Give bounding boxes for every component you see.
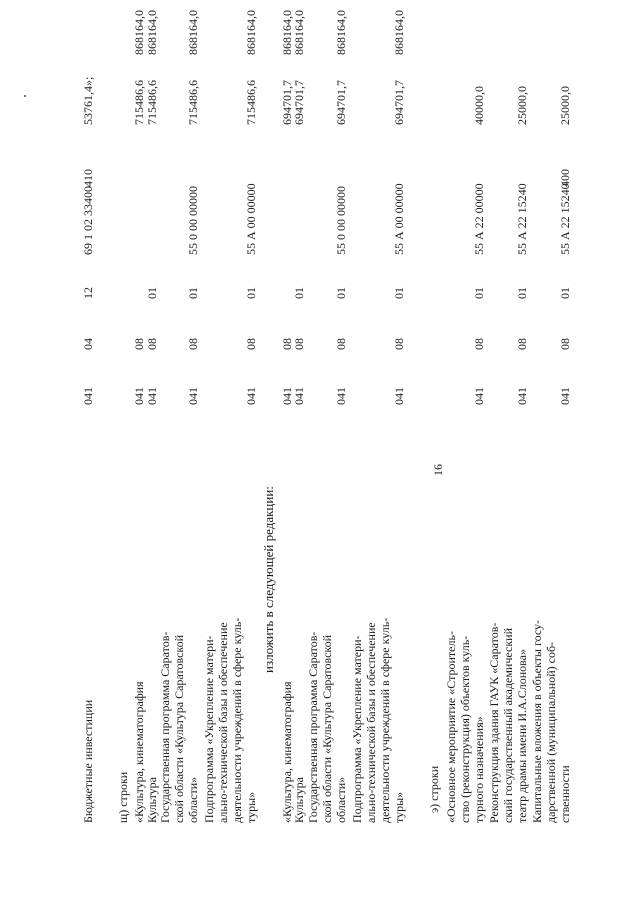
row-subsection-code: 01: [515, 287, 529, 299]
row-subsection-code: 01: [472, 287, 486, 299]
row-subsection-code: 01: [558, 287, 572, 299]
row-subsection-code: 12: [81, 287, 95, 299]
row-name: Подпрограмма «Укрепление матери-: [350, 635, 364, 823]
row-name: Реконструкция здания ГАУК «Саратов-: [487, 622, 501, 823]
row-name: деятельности учреждений в сфере куль-: [230, 617, 244, 823]
row-name: области»: [186, 776, 200, 823]
row-section-code: 08: [186, 338, 200, 350]
row-subsection-code: 01: [145, 287, 159, 299]
row-section-code: 04: [81, 338, 95, 350]
row-section-code: 08: [334, 338, 348, 350]
row-name: туры»: [244, 791, 258, 823]
row-name: ально-технической базы и обеспечение: [216, 622, 230, 823]
row-amount-1: 715486,6: [132, 80, 146, 125]
row-amount-1: 25000,0: [558, 86, 572, 125]
row-name: деятельности учреждений в сфере куль-: [378, 617, 392, 823]
row-amount-2: 868164,0: [145, 10, 159, 55]
row-subsection-code: 01: [186, 287, 200, 299]
row-target-article: 55 0 00 00000: [186, 186, 200, 255]
row-name: Государственная программа Саратов-: [306, 631, 320, 823]
row-name: «Культура, кинематография: [280, 681, 294, 823]
row-amount-1: 715486,6: [244, 80, 258, 125]
row-target-article: 55 0 00 00000: [334, 186, 348, 255]
row-expense-type: 410: [81, 169, 95, 187]
row-ministry-code: 041: [244, 387, 258, 405]
row-amount-1: 694701,7: [392, 80, 406, 125]
row-name: ственности: [558, 765, 572, 823]
row-name: ской области «Культура Саратовской: [172, 634, 186, 823]
row-name: Государственная программа Саратов-: [158, 631, 172, 823]
row-amount-1: 694701,7: [280, 80, 294, 125]
row-ministry-code: 041: [280, 387, 294, 405]
row-section-code: 08: [292, 338, 306, 350]
row-amount-1: 715486,6: [145, 80, 159, 125]
row-ministry-code: 041: [292, 387, 306, 405]
row-section-code: 08: [515, 338, 529, 350]
row-name: ский государственный академический: [501, 628, 515, 823]
row-ministry-code: 041: [334, 387, 348, 405]
row-ministry-code: 041: [81, 387, 95, 405]
row-ministry-code: 041: [392, 387, 406, 405]
row-amount-1: 715486,6: [186, 80, 200, 125]
row-section-code: 08: [280, 338, 294, 350]
row-amount-2: 868164,0: [334, 10, 348, 55]
row-amount-2: 868164,0: [132, 10, 146, 55]
row-section-code: 08: [558, 338, 572, 350]
row-amount-1: 694701,7: [292, 80, 306, 125]
row-name: э) строки: [427, 765, 441, 813]
row-name: театр драмы имени И.А.Слонова»: [515, 649, 529, 823]
scan-speck: [24, 95, 26, 97]
row-amount-2: 868164,0: [244, 10, 258, 55]
row-name: Бюджетные инвестиции: [81, 699, 95, 823]
row-ministry-code: 041: [145, 387, 159, 405]
row-name: Капитальные вложения в объекты госу-: [530, 619, 544, 823]
row-name: щ) строки: [116, 771, 130, 823]
page-number: 16: [431, 464, 445, 476]
row-section-code: 08: [472, 338, 486, 350]
row-subsection-code: 01: [292, 287, 306, 299]
row-target-article: 69 1 02 33400: [81, 186, 95, 255]
row-subsection-code: 01: [244, 287, 258, 299]
row-name: Культура: [145, 777, 159, 823]
row-name: турного назначения»: [472, 716, 486, 823]
row-target-article: 55 А 22 15240: [515, 183, 529, 255]
row-section-code: 08: [244, 338, 258, 350]
row-subsection-code: 01: [392, 287, 406, 299]
row-target-article: 55 А 00 00000: [244, 183, 258, 255]
row-ministry-code: 041: [515, 387, 529, 405]
row-amount-1: 53761,4»;: [81, 76, 95, 125]
row-amount-1: 25000,0: [515, 86, 529, 125]
row-subsection-code: 01: [334, 287, 348, 299]
row-amount-2: 868164,0: [292, 10, 306, 55]
row-name: ской области «Культура Саратовской: [320, 634, 334, 823]
row-target-article: 55 А 22 15240: [558, 183, 572, 255]
row-amount-2: 868164,0: [186, 10, 200, 55]
row-ministry-code: 041: [132, 387, 146, 405]
row-ministry-code: 041: [186, 387, 200, 405]
row-ministry-code: 041: [558, 387, 572, 405]
row-section-code: 08: [132, 338, 146, 350]
row-section-code: 08: [392, 338, 406, 350]
row-name: дарственной (муниципальной) соб-: [544, 641, 558, 823]
row-name: Культура: [292, 777, 306, 823]
row-name: туры»: [392, 791, 406, 823]
row-target-article: 55 А 22 00000: [472, 183, 486, 255]
row-name: «Культура, кинематография: [132, 681, 146, 823]
row-amount-2: 868164,0: [392, 10, 406, 55]
row-ministry-code: 041: [472, 387, 486, 405]
row-target-article: 55 А 00 00000: [392, 183, 406, 255]
row-amount-2: 868164,0: [280, 10, 294, 55]
row-name: Подпрограмма «Укрепление матери-: [202, 635, 216, 823]
row-amount-1: 694701,7: [334, 80, 348, 125]
row-section-code: 08: [145, 338, 159, 350]
row-expense-type: 400: [558, 169, 572, 187]
row-name: ство (реконструкция) объектов куль-: [458, 635, 472, 823]
row-name: области»: [334, 776, 348, 823]
row-name: «Основное мероприятие «Строитель-: [444, 631, 458, 823]
row-name: ально-технической базы и обеспечение: [364, 622, 378, 823]
row-amount-1: 40000,0: [472, 86, 486, 125]
row-name: изложить в следующей редакции:: [261, 486, 276, 673]
